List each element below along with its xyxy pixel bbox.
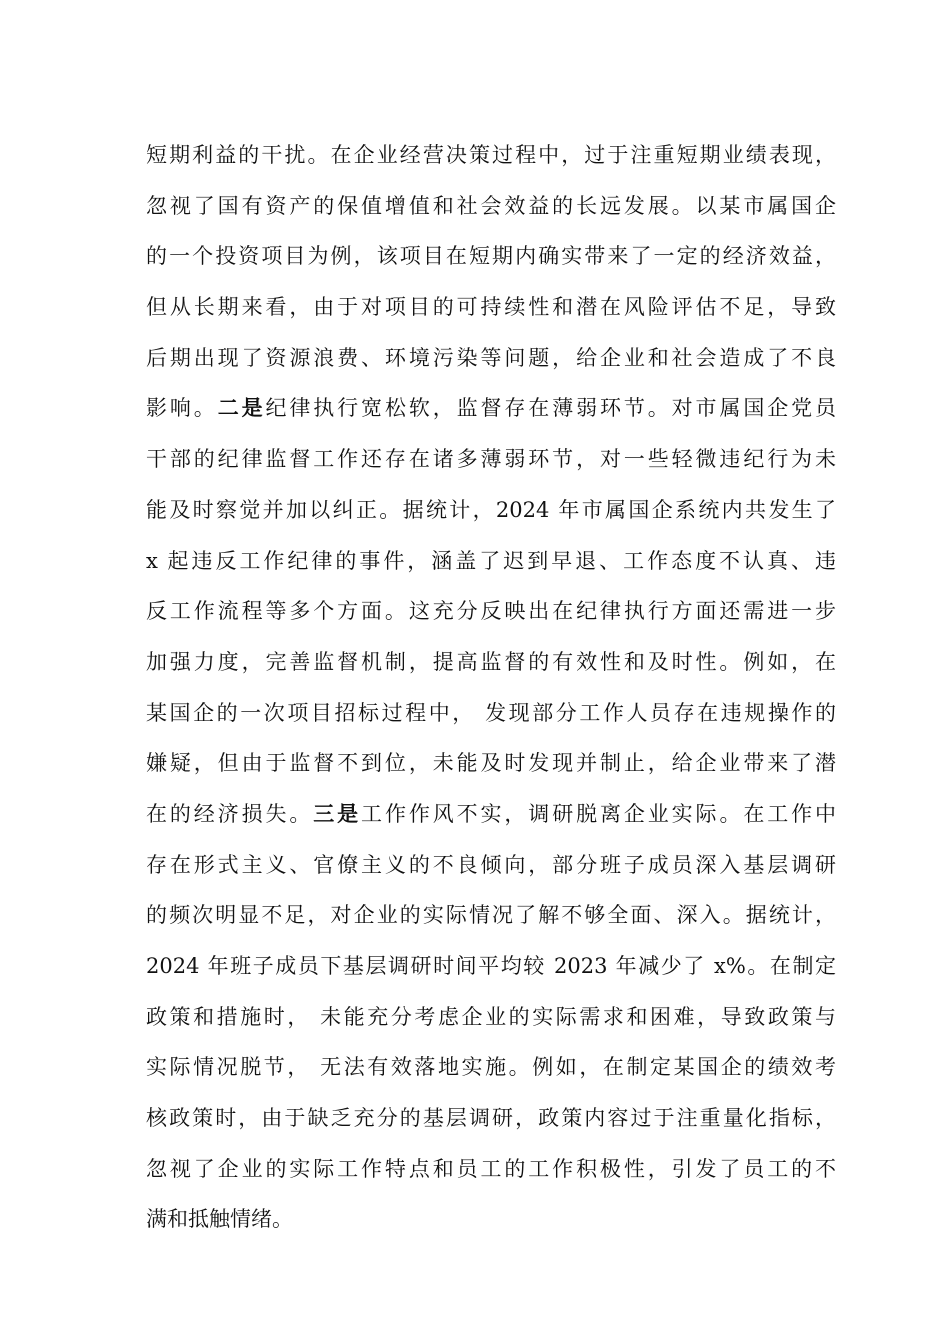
text-segment: 某国企的一次项目招标过程中， 发现部分工作人员存在违规操作的: [146, 700, 836, 725]
text-line: [146, 231, 836, 282]
text-line: [146, 941, 836, 992]
text-line: [146, 485, 836, 536]
text-segment: 核政策时，由于缺乏充分的基层调研，政策内容过于注重量化指标，: [146, 1106, 836, 1131]
text-segment: 存在形式主义、官僚主义的不良倾向，部分班子成员深入基层调研: [146, 852, 836, 877]
text-segment: 忽视了企业的实际工作特点和员工的工作积极性，引发了员工的不: [146, 1156, 836, 1181]
text-segment: 加强力度，完善监督机制，提高监督的有效性和及时性。例如，在: [146, 649, 836, 674]
text-line: [146, 181, 836, 232]
body-paragraph: [146, 130, 836, 1245]
text-segment: x 起违反工作纪律的事件，涵盖了迟到早退、工作态度不认真、违: [146, 548, 836, 573]
text-segment: 干部的纪律监督工作还存在诸多薄弱环节，对一些轻微违纪行为未: [146, 447, 836, 472]
text-line: [146, 536, 836, 587]
text-segment: 反工作流程等多个方面。这充分反映出在纪律执行方面还需进一步: [146, 599, 836, 624]
text-line: [146, 789, 836, 840]
text-line: [146, 637, 836, 688]
text-line: [146, 1093, 836, 1144]
text-line: [146, 282, 836, 333]
text-segment: 工作作风不实，调研脱离企业实际。在工作中: [361, 801, 837, 826]
bold-keyword: 二是: [217, 395, 266, 421]
text-line: [146, 738, 836, 789]
text-segment: 在的经济损失。: [146, 801, 314, 826]
text-line: [146, 130, 836, 181]
text-segment: 后期出现了资源浪费、环境污染等问题，给企业和社会造成了不良: [146, 345, 836, 370]
bold-keyword: 三是: [313, 800, 362, 826]
text-line: [146, 1144, 836, 1195]
text-segment: 短期利益的干扰。在企业经营决策过程中，过于注重短期业绩表现，: [146, 143, 836, 167]
text-line: [146, 1042, 836, 1093]
text-line: [146, 333, 836, 384]
text-line: [146, 890, 836, 941]
text-line: [146, 586, 836, 637]
text-line: [146, 434, 836, 485]
text-segment: 政策和措施时， 未能充分考虑企业的实际需求和困难，导致政策与: [146, 1004, 836, 1029]
text-line: [146, 688, 836, 739]
text-segment: 2024 年班子成员下基层调研时间平均较 2023 年减少了 x%。在制定: [146, 954, 836, 978]
text-segment: 影响。: [146, 396, 218, 421]
text-segment: 但从长期来看，由于对项目的可持续性和潜在风险评估不足，导致: [146, 295, 836, 320]
text-segment: 嫌疑，但由于监督不到位，未能及时发现并制止，给企业带来了潜: [146, 751, 836, 776]
text-segment: 的频次明显不足，对企业的实际情况了解不够全面、深入。据统计，: [146, 903, 836, 928]
text-segment: 的一个投资项目为例，该项目在短期内确实带来了一定的经济效益，: [146, 244, 836, 269]
text-line: [146, 383, 836, 434]
text-line: [146, 992, 836, 1043]
text-segment: 忽视了国有资产的保值增值和社会效益的长远发展。以某市属国企: [146, 193, 836, 218]
text-line: [146, 840, 836, 891]
text-line: [146, 1194, 836, 1245]
text-segment: 能及时察觉并加以纠正。据统计，2024 年市属国企系统内共发生了: [146, 497, 836, 522]
text-segment: 满和抵触情绪。: [146, 1207, 293, 1232]
text-segment: 实际情况脱节， 无法有效落地实施。例如，在制定某国企的绩效考: [146, 1055, 836, 1080]
text-segment: 纪律执行宽松软，监督存在薄弱环节。对市属国企党员: [265, 396, 837, 421]
